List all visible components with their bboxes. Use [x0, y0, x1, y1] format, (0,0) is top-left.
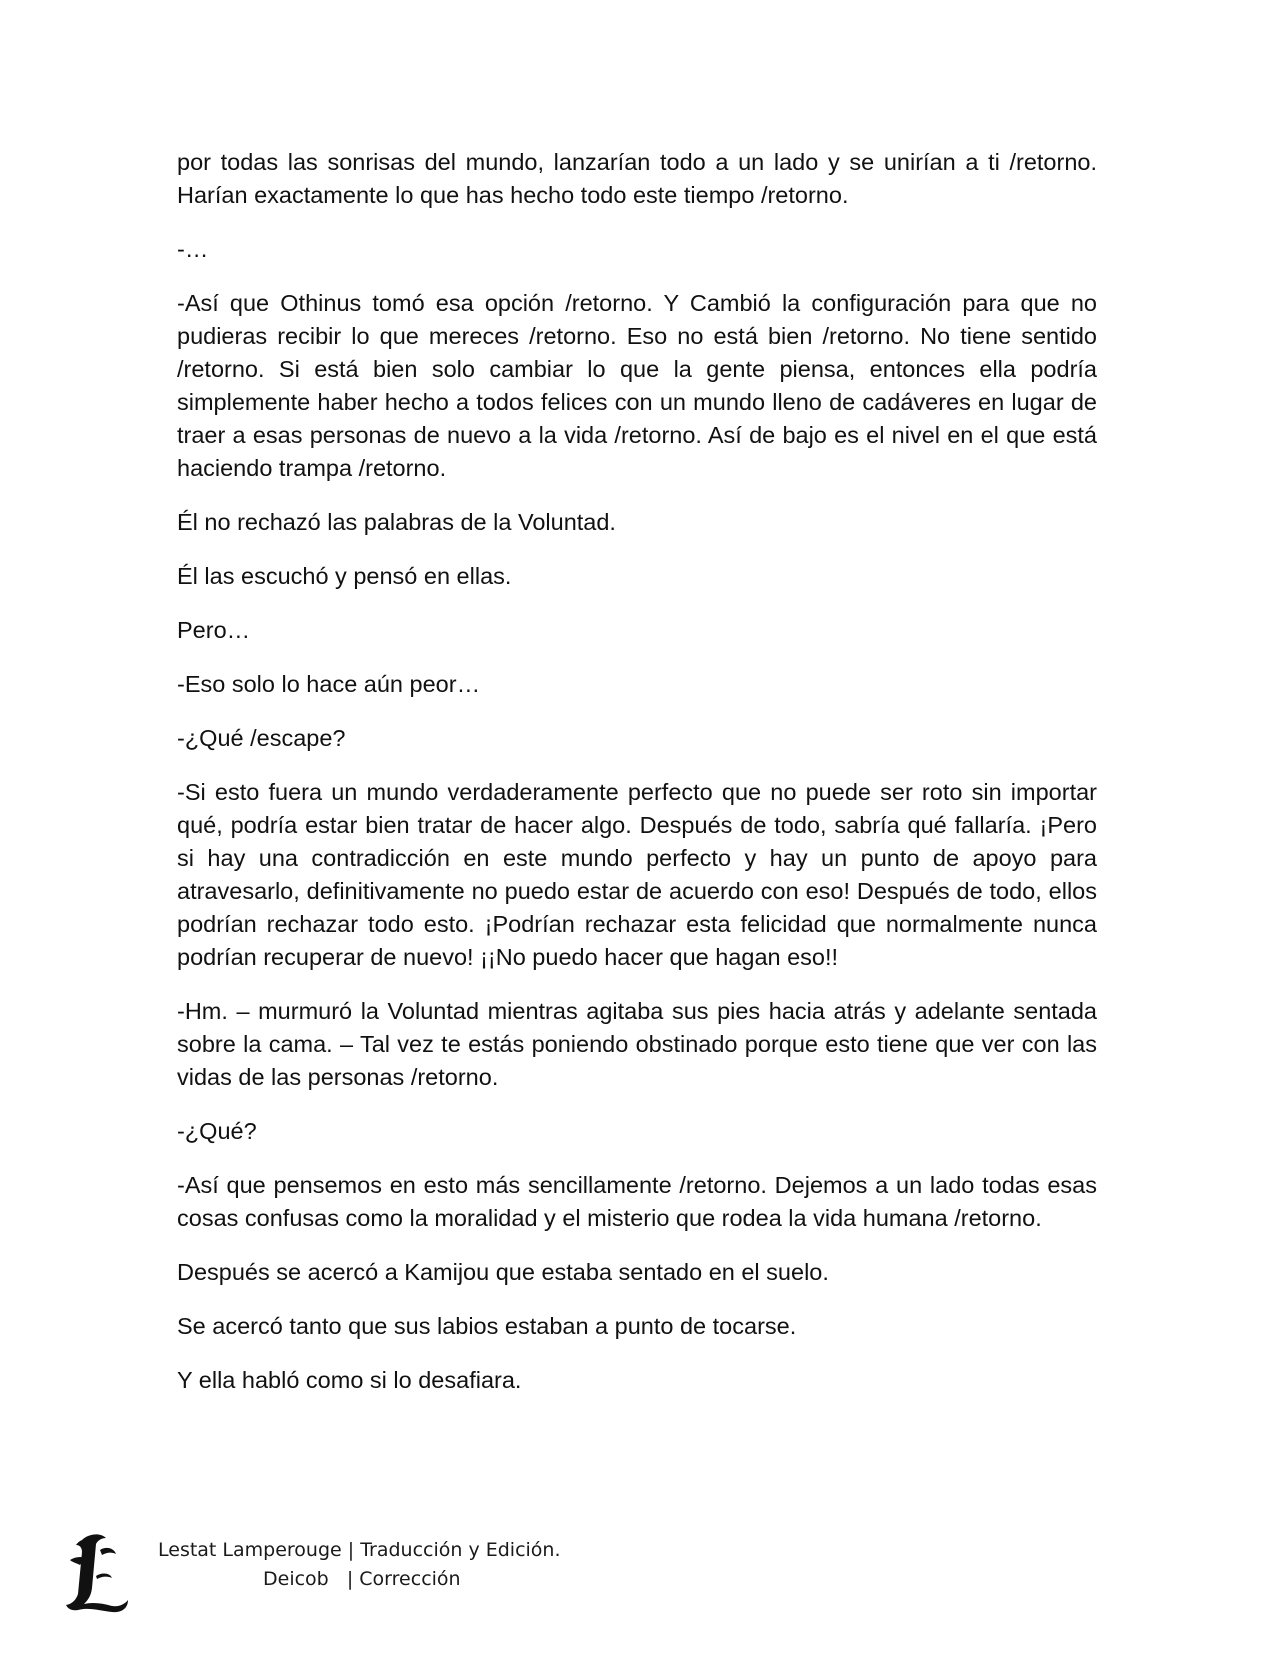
paragraph: -… [177, 236, 209, 262]
document-body [177, 146, 1097, 1418]
paragraph: -Si esto fuera un mundo verdaderamente perfecto que no puede ser roto sin importar qué, podría estar bien tratar de hacer algo. Después de todo, sabría qué fallaría. ¡Pero si hay una contradicción en este mundo perfecto y hay un punto de apoyo para atravesarlo, definitivamente no puedo estar de acuerdo con eso! Después de todo, ellos podrían rechazar todo esto. ¡Podrían rechazar esta felicidad que normalmente nunca podrían recuperar de nuevo! ¡¡No puedo hacer que hagan eso!! [177, 779, 1097, 970]
paragraph: Después se acercó a Kamijou que estaba sentado en el suelo. [177, 1259, 829, 1285]
paragraph: -Así que pensemos en esto más sencillamente /retorno. Dejemos a un lado todas esas cosas confusas como la moralidad y el misterio que rodea la vida humana /retorno. [177, 1172, 1097, 1231]
page-footer [62, 1530, 662, 1630]
paragraph: -¿Qué? [177, 1118, 257, 1144]
paragraph: -¿Qué /escape? [177, 725, 346, 751]
paragraph: Él las escuchó y pensó en ellas. [177, 563, 512, 589]
paragraph: Pero… [177, 617, 251, 643]
paragraph: -Hm. – murmuró la Voluntad mientras agitaba sus pies hacia atrás y adelante sentada sobre la cama. – Tal vez te estás poniendo obstinado porque esto tiene que ver con las vidas de las personas /retorno. [177, 998, 1097, 1090]
paragraph: -Eso solo lo hace aún peor… [177, 671, 481, 697]
paragraph: por todas las sonrisas del mundo, lanzarían todo a un lado y se unirían a ti /retorno. Harían exactamente lo que has hecho todo este tiempo /retorno. [177, 149, 1097, 208]
paragraph: Y ella habló como si lo desafiara. [177, 1367, 522, 1393]
paragraph: -Así que Othinus tomó esa opción /retorno. Y Cambió la configuración para que no pudieras recibir lo que mereces /retorno. Eso no está bien /retorno. No tiene sentido /retorno. Si está bien solo cambiar lo que la gente piensa, entonces ella podría simplemente haber hecho a todos felices con un mundo lleno de cadáveres en lugar de traer a esas personas de nuevo a la vida /retorno. Así de bajo es el nivel en el que está haciendo trampa /retorno. [177, 290, 1097, 481]
gothic-l-logo-icon [62, 1530, 134, 1614]
paragraph: Se acercó tanto que sus labios estaban a punto de tocarse. [177, 1313, 797, 1339]
credit-translation: Lestat Lamperouge | Traducción y Edición. [158, 1539, 561, 1561]
paragraph: Él no rechazó las palabras de la Voluntad. [177, 509, 616, 535]
credit-correction: Deicob | Corrección [263, 1568, 461, 1590]
